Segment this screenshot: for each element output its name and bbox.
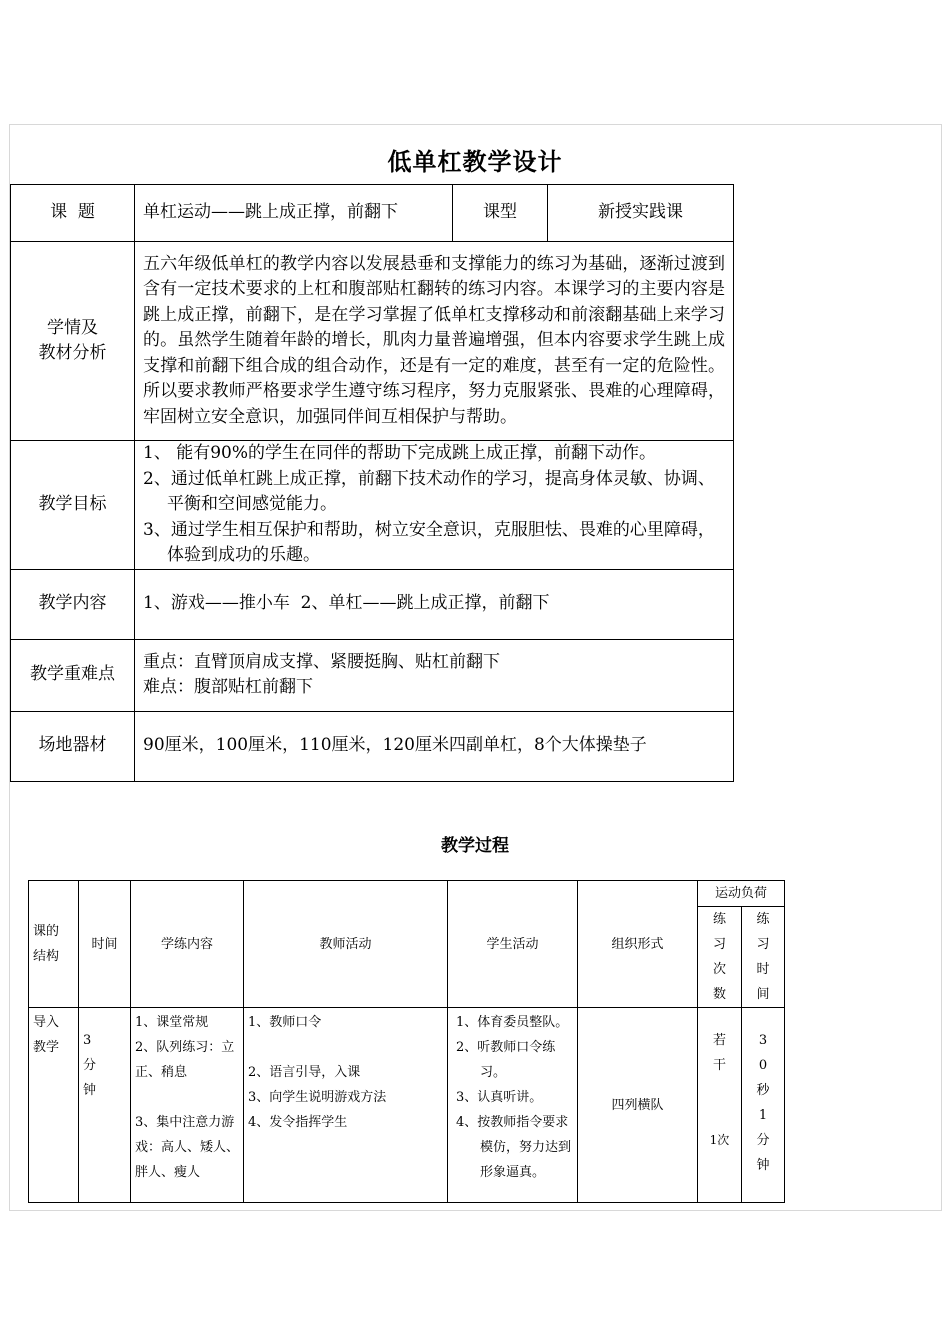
student-item: 4、按教师指令要求模仿，努力达到形象逼真。 (456, 1115, 572, 1180)
teacher-item: 1、教师口令 (248, 1015, 322, 1030)
goals-label: 教学目标 (11, 441, 135, 570)
row-count: 若干 1次 (698, 1008, 742, 1203)
design-table (10, 184, 734, 782)
goal-item: 3、通过学生相互保护和帮助，树立安全意识，克服胆怯、畏难的心里障碍，体验到成功的乐趣。 (143, 519, 715, 565)
content-item: 3、集中注意力游戏：高人、矮人、胖人、瘦人 (135, 1115, 240, 1180)
header-structure: 课的结构 (29, 881, 79, 1008)
equipment-label: 场地器材 (11, 711, 135, 781)
row-time: 3分钟 (79, 1008, 131, 1203)
content-item (135, 1085, 239, 1110)
goals-list (135, 441, 734, 570)
process-table (28, 880, 785, 1203)
equipment-value: 90厘米，100厘米，110厘米，120厘米四副单杠，8个大体操垫子 (135, 711, 734, 781)
row-organization: 四列横队 (578, 1008, 698, 1203)
key-points (135, 639, 734, 711)
content-item: 1、课堂常规 (135, 1015, 209, 1030)
student-item: 3、认真听讲。 (456, 1090, 543, 1105)
row-teacher (244, 1008, 448, 1203)
type-value: 新授实践课 (548, 185, 734, 242)
analysis-label-line-1: 学情及 (47, 317, 98, 338)
header-organization: 组织形式 (578, 881, 698, 1008)
header-teacher: 教师活动 (244, 881, 448, 1008)
content-label: 教学内容 (11, 569, 135, 639)
key-label: 教学重难点 (11, 639, 135, 711)
process-heading: 教学过程 (441, 836, 509, 856)
analysis-text: 五六年级低单杠的教学内容以发展悬垂和支撑能力的练习为基础，逐渐过渡到含有一定技术要求的上杠和腹部贴杠翻转的练习内容。本课学习的主要内容是跳上成正撑，前翻下，是在学习掌握了低单杠支撑移动和前滚翻基础上来学习的。虽然学生随着年龄的增长，肌肉力量普遍增强，但本内容要求学生跳上成支撑和前翻下组合成的组合动作，还是有一定的难度，甚至有一定的危险性。所以要求教师严格要求学生遵守练习程序，努力克服紧张、畏难的心理障碍，牢固树立安全意识，加强同伴间互相保护与帮助。 (135, 242, 734, 441)
content-item: 2、队列练习：立正、稍息 (135, 1040, 235, 1080)
header-load: 运动负荷 (698, 881, 785, 907)
teacher-item: 3、向学生说明游戏方法 (248, 1090, 387, 1105)
topic-label: 课 题 (11, 185, 135, 242)
header-count: 练习次数 (698, 907, 742, 1008)
student-item: 1、体育委员整队。 (456, 1015, 569, 1030)
student-item: 2、听教师口令练习。 (456, 1040, 556, 1080)
analysis-label (11, 242, 135, 441)
key-point: 重点：直臂顶肩成支撑、紧腰挺胸、贴杠前翻下 (143, 651, 500, 672)
row-duration: 30秒 1分钟 (742, 1008, 785, 1203)
teacher-item (248, 1035, 443, 1060)
header-time: 时间 (79, 881, 131, 1008)
header-student: 学生活动 (448, 881, 578, 1008)
header-content: 学练内容 (131, 881, 244, 1008)
row-structure: 导入教学 (29, 1008, 79, 1203)
row-student (448, 1008, 578, 1203)
goal-item: 1、 能有90%的学生在同伴的帮助下完成跳上成正撑，前翻下动作。 (143, 443, 657, 463)
teacher-item: 2、语言引导，入课 (248, 1065, 361, 1080)
content-value: 1、游戏——推小车 2、单杠——跳上成正撑，前翻下 (135, 569, 734, 639)
goal-item: 2、通过低单杠跳上成正撑，前翻下技术动作的学习，提高身体灵敏、协调、平衡和空间感觉能力。 (143, 468, 715, 514)
topic-value: 单杠运动——跳上成正撑，前翻下 (135, 185, 453, 242)
analysis-label-line-2: 教材分析 (38, 343, 107, 363)
page-title: 低单杠教学设计 (387, 147, 563, 176)
row-content (131, 1008, 244, 1203)
difficulty-point: 难点：腹部贴杠前翻下 (143, 677, 313, 697)
teacher-item: 4、发令指挥学生 (248, 1115, 348, 1130)
type-label: 课型 (453, 185, 548, 242)
header-duration: 练习时间 (742, 907, 785, 1008)
